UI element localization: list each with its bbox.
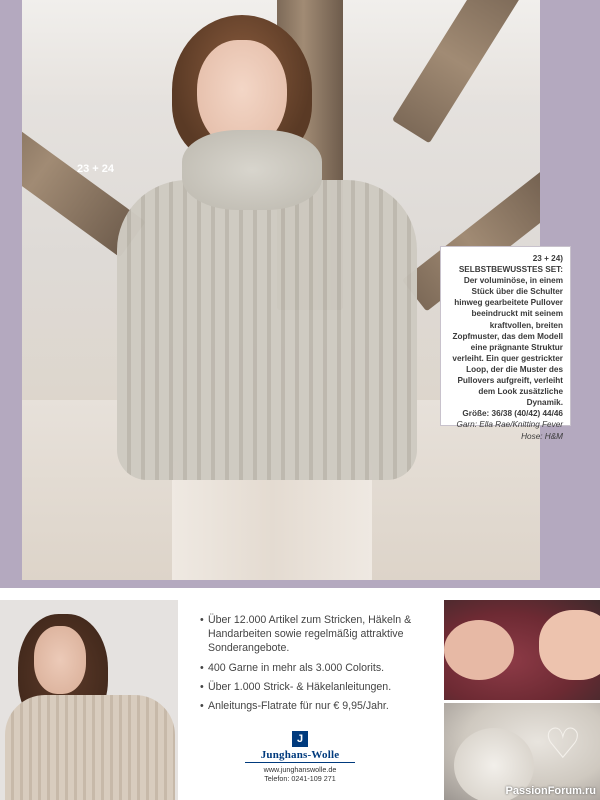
advertisement (0, 588, 600, 800)
watermark: PassionForum.ru (505, 785, 596, 797)
ad-feature-item: • Anleitungs-Flatrate für nur € 9,95/Jahr. (200, 699, 440, 713)
knitting-hands-photo (444, 600, 600, 700)
ad-feature-list (200, 613, 440, 718)
ad-model-face (34, 626, 86, 694)
logo-underline (245, 762, 355, 763)
phone-number: Telefon: 0241-109 271 (264, 774, 336, 783)
logo-mark-icon: J (292, 731, 308, 747)
description-body: Der voluminöse, in einem Stück über die Schulter hinweg gearbeitete Pullover beeindruckt mit seinem kraftvollen, breiten Zopfmuster, das dem Modell eine prägnante Struktur verleiht. Ein quer gestrickter Loop, der die Muster des Pullovers aufgreift, verleiht dem Look zusätzliche Dynamik. (452, 276, 563, 408)
knit-loop-collar (182, 130, 322, 210)
junghans-logo[interactable] (245, 731, 355, 783)
hand-icon (539, 610, 600, 680)
size-info: Größe: 36/38 (40/42) 44/46 (462, 409, 563, 419)
description-title: 23 + 24) SELBSTBEWUSSTES SET: (458, 254, 563, 275)
model-number-badge: 23 + 24 (77, 163, 115, 175)
ad-feature-item: • 400 Garne in mehr als 3.000 Colorits. (200, 661, 440, 675)
ad-model-sweater (5, 695, 175, 800)
cable-knit-sweater (117, 180, 417, 480)
website-link[interactable]: www.junghanswolle.de (263, 765, 337, 774)
hand-icon (444, 620, 514, 680)
ad-feature-item: • Über 12.000 Artikel zum Stricken, Häkeln & Handarbeiten sowie regelmäßig attraktive Sonderangebote. (200, 613, 440, 656)
ad-model-photo (0, 600, 178, 800)
logo-name: Junghans-Wolle (260, 749, 340, 761)
heart-icon: ♡ (544, 720, 582, 767)
ad-feature-item: • Über 1.000 Strick- & Häkelanleitungen. (200, 680, 440, 694)
yarn-info: Garn: Ella Rae/Knitting Fever (456, 420, 563, 430)
description-box (440, 246, 571, 441)
pants-info: Hose: H&M (521, 431, 563, 441)
